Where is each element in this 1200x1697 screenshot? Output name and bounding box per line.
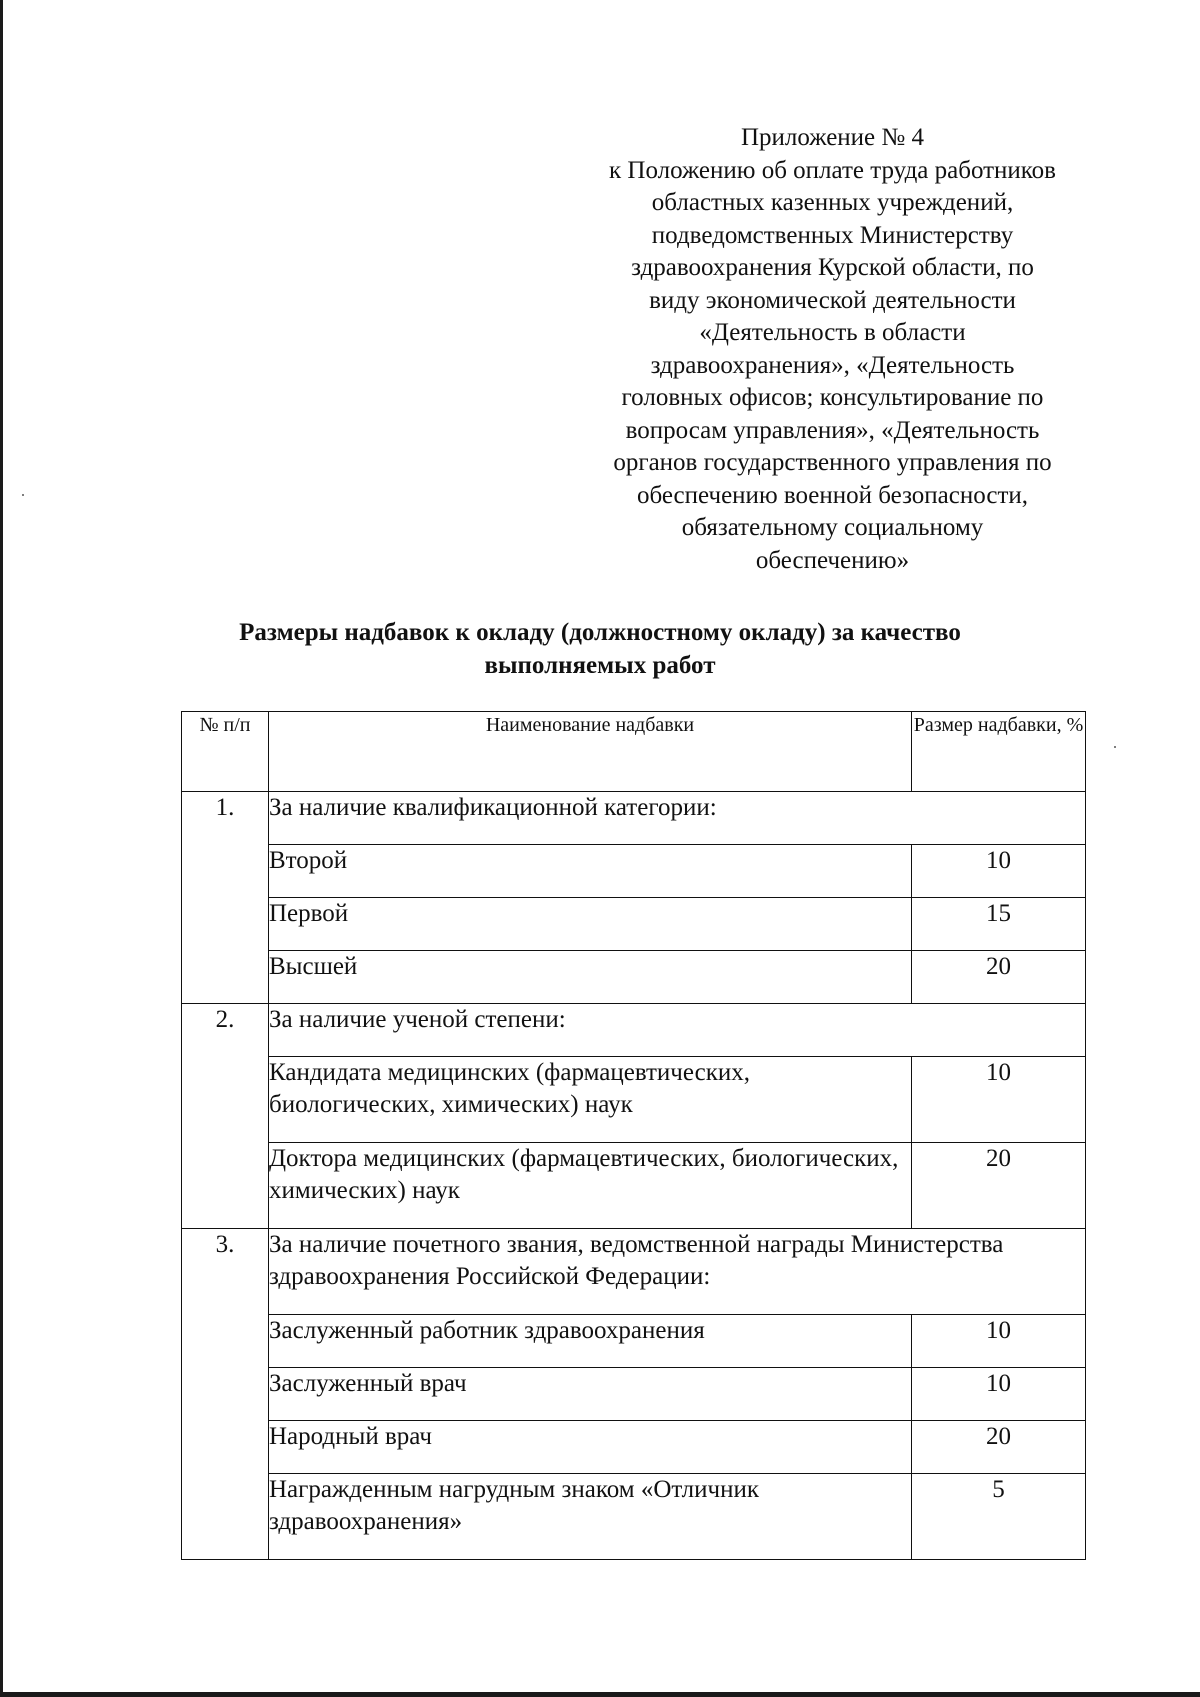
allowance-name: Кандидата медицинских (фармацевтических, биологических, химических) наук xyxy=(269,1057,912,1143)
appendix-line: «Деятельность в области xyxy=(699,319,966,346)
group-number: 1. xyxy=(182,792,269,1004)
allowance-name: Народный врач xyxy=(269,1421,912,1474)
table-header-row xyxy=(182,712,1086,792)
allowance-value: 10 xyxy=(912,1315,1086,1368)
appendix-line: подведомственных Министерству xyxy=(651,221,1014,249)
group-heading: За наличие квалификационной категории: xyxy=(269,792,1086,845)
appendix-title: Приложение № 4 xyxy=(740,124,925,151)
allowance-name: Первой xyxy=(269,898,912,951)
table-row xyxy=(182,898,1086,951)
group-number: 2. xyxy=(182,1004,269,1229)
table-row-group-heading xyxy=(182,792,1086,845)
table-row xyxy=(182,845,1086,898)
allowance-name: Доктора медицинских (фармацевтических, биологических, химических) наук xyxy=(269,1143,912,1229)
group-heading: За наличие почетного звания, ведомственной награды Министерства здравоохранения Российской Федерации: xyxy=(269,1229,1086,1315)
table-row xyxy=(182,1143,1086,1229)
appendix-header xyxy=(560,122,1105,577)
table-row xyxy=(182,1368,1086,1421)
table-row xyxy=(182,1474,1086,1560)
table-row xyxy=(182,951,1086,1004)
appendix-line: органов государственного управления по xyxy=(613,449,1052,476)
table-row xyxy=(182,1057,1086,1143)
appendix-line: здравоохранения», «Деятельность xyxy=(650,351,1015,379)
header-name: Наименование надбавки xyxy=(269,712,912,792)
header-number: № п/п xyxy=(182,712,269,792)
table-row xyxy=(182,1421,1086,1474)
appendix-line: головных офисов; консультирование по xyxy=(621,384,1044,411)
allowance-name: Награжденным нагрудным знаком «Отличник здравоохранения» xyxy=(269,1474,912,1560)
allowance-value: 10 xyxy=(912,1057,1086,1143)
appendix-line: к Положению об оплате труда работников xyxy=(609,156,1056,184)
allowance-name: Второй xyxy=(269,845,912,898)
table-row-group-heading xyxy=(182,1004,1086,1057)
allowance-name: Высшей xyxy=(269,951,912,1004)
allowance-value: 15 xyxy=(912,898,1086,951)
allowance-value: 20 xyxy=(912,1143,1086,1229)
allowance-name: Заслуженный врач xyxy=(269,1368,912,1421)
appendix-line: вопросам управления», «Деятельность xyxy=(625,416,1040,444)
group-number: 3. xyxy=(182,1229,269,1560)
allowance-table xyxy=(181,711,1086,1560)
scan-speck xyxy=(22,494,24,496)
scan-border-left xyxy=(0,0,3,1697)
document-title-line-2: выполняемых работ xyxy=(484,652,716,679)
document-title-line-1: Размеры надбавок к окладу (должностному окладу) за качество xyxy=(239,619,961,646)
scan-speck xyxy=(1114,746,1116,748)
appendix-line: областных казенных учреждений, xyxy=(651,189,1014,216)
group-heading: За наличие ученой степени: xyxy=(269,1004,1086,1057)
allowance-value: 5 xyxy=(912,1474,1086,1560)
scan-border-bottom xyxy=(0,1692,1200,1697)
appendix-line: обеспечению» xyxy=(755,546,910,574)
table-row xyxy=(182,1315,1086,1368)
header-size: Размер надбавки, % xyxy=(912,712,1086,792)
table-row-group-heading xyxy=(182,1229,1086,1315)
document-title xyxy=(180,616,1020,682)
allowance-value: 10 xyxy=(912,845,1086,898)
allowance-value: 20 xyxy=(912,951,1086,1004)
appendix-line: здравоохранения Курской области, по xyxy=(631,254,1034,281)
allowance-value: 10 xyxy=(912,1368,1086,1421)
appendix-line: обеспечению военной безопасности, xyxy=(636,481,1029,509)
allowance-value: 20 xyxy=(912,1421,1086,1474)
allowance-name: Заслуженный работник здравоохранения xyxy=(269,1315,912,1368)
appendix-line: виду экономической деятельности xyxy=(649,286,1016,314)
appendix-line: обязательному социальному xyxy=(681,514,984,541)
